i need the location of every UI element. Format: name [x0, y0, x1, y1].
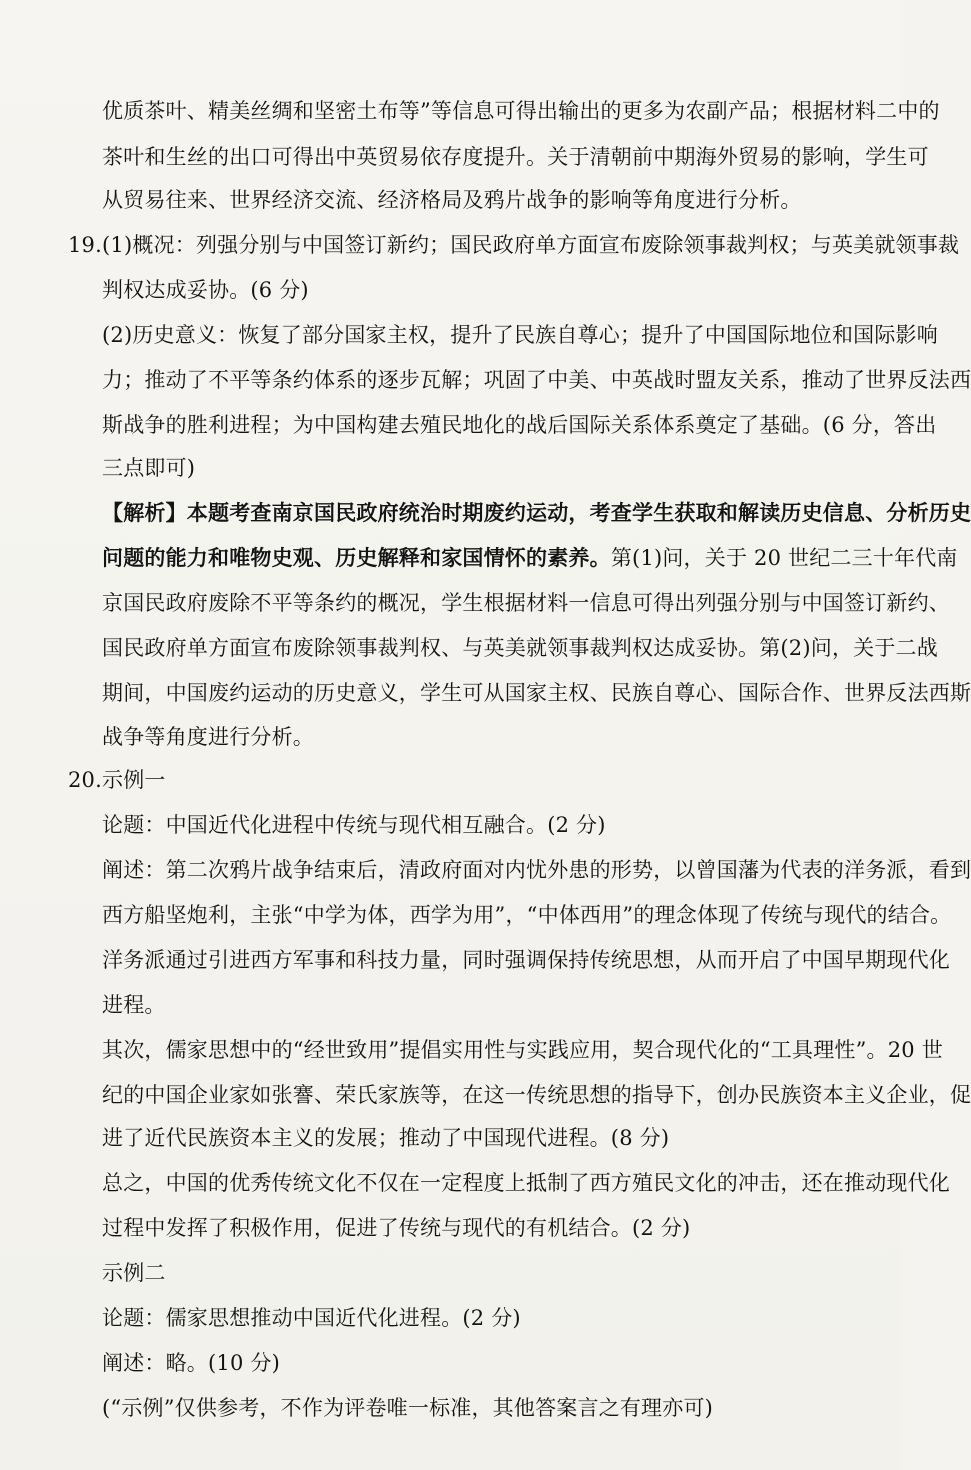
text-line: 论题：儒家思想推动中国近代化进程。(2 分) — [102, 1306, 521, 1330]
text-line: 判权达成妥协。(6 分) — [102, 278, 309, 302]
text-line: 茶叶和生丝的出口可得出中英贸易依存度提升。关于清朝前中期海外贸易的影响，学生可 — [102, 145, 929, 169]
text-line: 论题：中国近代化进程中传统与现代相互融合。(2 分) — [102, 813, 606, 837]
text-line: 过程中发挥了积极作用，促进了传统与现代的有机结合。(2 分) — [102, 1216, 691, 1240]
text-line: 期间，中国废约运动的历史意义，学生可从国家主权、民族自尊心、国际合作、世界反法西斯 — [102, 681, 971, 705]
analysis-line: 【解析】本题考查南京国民政府统治时期废约运动，考查学生获取和解读历史信息、分析历史 — [102, 501, 971, 525]
text-line: (2)历史意义：恢复了部分国家主权，提升了民族自尊心；提升了中国国际地位和国际影响 — [102, 323, 938, 347]
text-line: 洋务派通过引进西方军事和科技力量，同时强调保持传统思想，从而开启了中国早期现代化 — [102, 948, 950, 972]
text-line: 进了近代民族资本主义的发展；推动了中国现代进程。(8 分) — [102, 1126, 670, 1150]
example-two-heading: 示例二 — [102, 1261, 166, 1285]
text-line: 纪的中国企业家如张謇、荣氏家族等，在这一传统思想的指导下，创办民族资本主义企业，促 — [102, 1083, 971, 1107]
text-line: 战争等角度进行分析。 — [102, 725, 314, 749]
analysis-line — [102, 543, 958, 573]
analysis-text: 第(1)问，关于 20 世纪二三十年代南 — [610, 546, 958, 570]
text-line: 斯战争的胜利进程；为中国构建去殖民地化的战后国际关系体系奠定了基础。(6 分，答出 — [102, 413, 937, 437]
text-line: 从贸易往来、世界经济交流、经济格局及鸦片战争的影响等角度进行分析。 — [102, 188, 802, 212]
text-line: 其次，儒家思想中的“经世致用”提倡实用性与实践应用，契合现代化的“工具理性”。20 世 — [102, 1038, 943, 1062]
text-line: 优质茶叶、精美丝绸和坚密土布等”等信息可得出输出的更多为农副产品；根据材料二中的 — [102, 99, 940, 123]
text-line: 力；推动了不平等条约体系的逐步瓦解；巩固了中美、中英战时盟友关系，推动了世界反法西 — [102, 368, 971, 392]
footnote: (“示例”仅供参考，不作为评卷唯一标准，其他答案言之有理亦可) — [102, 1396, 714, 1420]
text-line: 国民政府单方面宣布废除领事裁判权、与英美就领事裁判权达成妥协。第(2)问，关于二战 — [102, 636, 938, 660]
text-line: 京国民政府废除不平等条约的概况，学生根据材料一信息可得出列强分别与中国签订新约、 — [102, 591, 950, 615]
text-line: 总之，中国的优秀传统文化不仅在一定程度上抵制了西方殖民文化的冲击，还在推动现代化 — [102, 1171, 950, 1195]
q19-answer-line: 19.(1)概况：列强分别与中国签订新约；国民政府单方面宣布废除领事裁判权；与英美就领事裁 — [68, 233, 960, 257]
text-line: 三点即可) — [102, 456, 196, 480]
text-line: 阐述：略。(10 分) — [102, 1351, 280, 1375]
text-line: 阐述：第二次鸦片战争结束后，清政府面对内忧外患的形势，以曾国藩为代表的洋务派，看到 — [102, 858, 971, 882]
text-line: 西方船坚炮利，主张“中学为体，西学为用”，“中体西用”的理念体现了传统与现代的结合。 — [102, 903, 952, 927]
text-line: 进程。 — [102, 993, 166, 1017]
q20-heading: 20.示例一 — [68, 768, 166, 792]
analysis-bold-text: 问题的能力和唯物史观、历史解释和家国情怀的素养。 — [102, 546, 611, 570]
